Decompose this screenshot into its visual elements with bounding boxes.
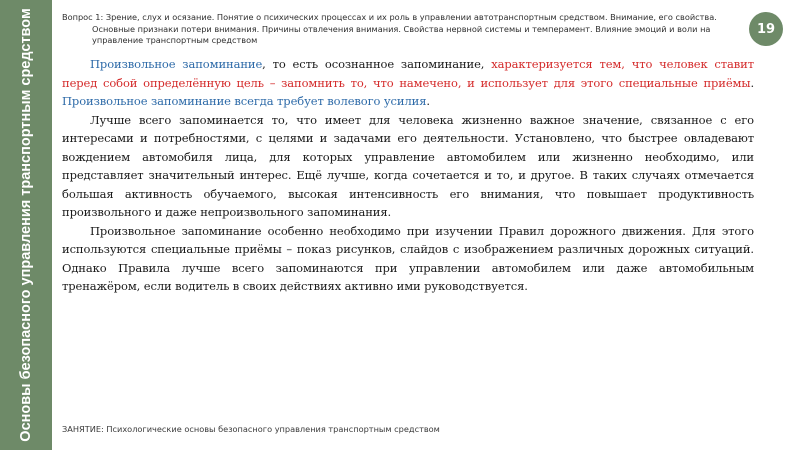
paragraph-2: Лучше всего запоминается то, что имеет для человека жизненно важное значение, связанное с его интересами и потребностями, с целями и задачами его деятельности. Установлено, что быстрее овладевают вождением автомобиля лица, для которых управление автомобилем или жизненно необходимо, или представляет значительный интерес. Ещё лучше, когда сочетается и то, и другое. В таких случаях отмечается большая активность обучаемого, высокая интенсивность его внимания, что повышает продуктивность произвольного и даже непроизвольного запоминания. [62, 112, 754, 219]
paragraph-3: Произвольное запоминание особенно необходимо при изучении Правил дорожного движения. Для этого используются специальные приёмы – показ рисунков, слайдов с изображением различных дорожных ситуаций. Однако Правила лучше всего запоминаются при управлении автомобилем или даже автомобильным тренажёром, если водитель в своих действиях активно ими руководствуется. [62, 223, 754, 293]
term-voluntary-memory: Произвольное запоминание [90, 57, 263, 71]
highlight-definition: характеризуется тем, что человек ставит перед собой определённую цель – запомнить то, что намечено, и использует для этого специальные приёмы [62, 57, 754, 90]
sidebar [0, 0, 52, 450]
footer-lesson: ЗАНЯТИЕ: Психологические основы безопасного управления транспортным средством [62, 424, 440, 434]
main-text [62, 55, 754, 296]
question-header: Вопрос 1: Зрение, слух и осязание. Понятие о психических процессах и их роль в управлении автотранспортным средством. Внимание, его свойства. Основные признаки потери внимания. Причины отвлечения внимания. Свойства нервной системы и темперамент. Влияние эмоций и воли на управление транспортным средством [62, 12, 717, 45]
page-number-badge: 19 [749, 12, 783, 46]
text-span: . [750, 75, 754, 90]
paragraph-1 [62, 55, 754, 111]
text-span: , то есть осознанное запоминание, [262, 57, 492, 71]
text-span: . [426, 94, 430, 108]
highlight-effort: Произвольное запоминание всегда требует волевого усилия [62, 94, 427, 108]
sidebar-title: Основы безопасного управления транспортным средством [18, 8, 34, 442]
